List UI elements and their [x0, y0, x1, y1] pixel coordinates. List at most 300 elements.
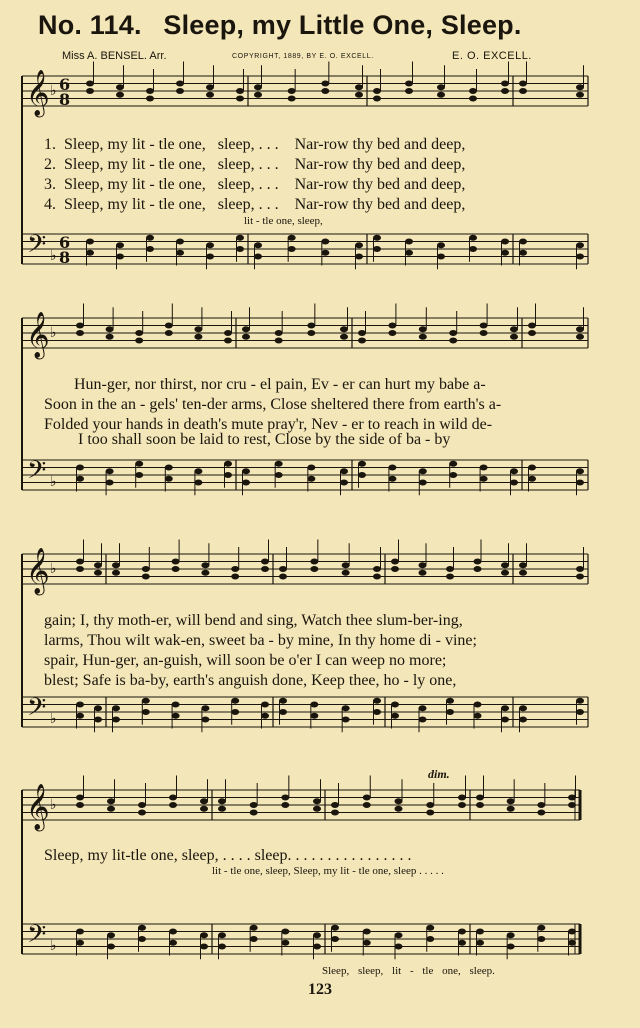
note-head	[201, 717, 209, 723]
note-head	[405, 81, 413, 87]
note-head	[116, 254, 124, 260]
verse-3-line: 3. Sleep, my lit - tle one, sleep, . . . Nar-row thy bed and deep,	[44, 176, 466, 193]
note-head	[469, 235, 477, 241]
note-head	[355, 242, 363, 248]
note-head	[224, 338, 232, 344]
note-head	[321, 81, 329, 87]
note-head	[116, 84, 124, 90]
note-head	[201, 562, 209, 568]
note-head	[261, 559, 269, 565]
note-head	[112, 570, 120, 576]
note-head	[419, 326, 427, 332]
note-head	[519, 250, 527, 256]
system2-line-4: I too shall soon be laid to rest, Close by the side of ba - by	[78, 431, 451, 448]
note-head	[218, 806, 226, 812]
note-head	[501, 562, 509, 568]
note-head	[172, 702, 180, 708]
hymn-number: No. 114.	[38, 10, 142, 40]
note-head	[307, 330, 315, 336]
note-head	[142, 698, 150, 704]
note-head	[76, 940, 84, 946]
note-head	[254, 254, 262, 260]
note-head	[476, 929, 484, 935]
note-head	[288, 246, 296, 252]
note-head	[373, 574, 381, 580]
bass-clef-icon: 𝄢	[27, 920, 47, 955]
note-head	[358, 461, 366, 467]
note-head	[519, 81, 527, 87]
note-head	[426, 936, 434, 942]
note-head	[142, 709, 150, 715]
note-head	[391, 713, 399, 719]
time-signature-bottom: 8	[59, 248, 71, 267]
note-head	[321, 88, 329, 94]
note-head	[76, 465, 84, 471]
note-head	[224, 472, 232, 478]
note-head	[519, 570, 527, 576]
note-head	[480, 476, 488, 482]
note-head	[218, 944, 226, 950]
note-head	[307, 323, 315, 329]
note-head	[568, 795, 576, 801]
note-head	[250, 810, 258, 816]
note-head	[528, 323, 536, 329]
note-head	[172, 566, 180, 572]
note-head	[507, 798, 515, 804]
note-head	[201, 705, 209, 711]
flat-icon: ♭	[50, 711, 57, 727]
note-head	[254, 92, 262, 98]
flat-icon: ♭	[50, 83, 57, 99]
note-head	[194, 326, 202, 332]
note-head	[391, 559, 399, 565]
note-head	[321, 250, 329, 256]
note-head	[519, 239, 527, 245]
note-head	[279, 709, 287, 715]
note-head	[426, 810, 434, 816]
note-head	[236, 88, 244, 94]
note-head	[331, 810, 339, 816]
note-head	[576, 84, 584, 90]
note-head	[405, 250, 413, 256]
note-head	[194, 334, 202, 340]
note-head	[224, 330, 232, 336]
note-head	[419, 468, 427, 474]
note-head	[275, 461, 283, 467]
flat-icon: ♭	[50, 561, 57, 577]
note-head	[281, 929, 289, 935]
note-head	[519, 562, 527, 568]
note-head	[437, 242, 445, 248]
note-head	[458, 802, 466, 808]
note-head	[169, 940, 177, 946]
time-signature-bottom: 8	[59, 90, 71, 109]
system2-line-2: Soon in the an - gels' ten-der arms, Close sheltered there from earth's a-	[44, 396, 502, 413]
note-head	[146, 88, 154, 94]
note-head	[373, 698, 381, 704]
note-head	[146, 96, 154, 102]
note-head	[474, 566, 482, 572]
note-head	[576, 326, 584, 332]
note-head	[146, 235, 154, 241]
note-head	[250, 925, 258, 931]
note-head	[176, 250, 184, 256]
note-head	[458, 940, 466, 946]
alto-echo-line: lit - tle one, sleep, Sleep, my lit - tle one, sleep . . . . .	[212, 865, 444, 877]
note-head	[355, 84, 363, 90]
note-head	[200, 944, 208, 950]
bass-clef-icon: 𝄢	[27, 456, 47, 491]
note-head	[576, 334, 584, 340]
note-head	[576, 242, 584, 248]
note-head	[76, 702, 84, 708]
refrain-line: Sleep, my lit-tle one, sleep, . . . . sleep. . . . . . . . . . . . . . . .	[44, 847, 412, 864]
note-head	[254, 84, 262, 90]
note-head	[76, 476, 84, 482]
note-head	[310, 702, 318, 708]
note-head	[537, 802, 545, 808]
note-head	[358, 330, 366, 336]
note-head	[310, 566, 318, 572]
note-head	[437, 92, 445, 98]
note-head	[107, 932, 115, 938]
note-head	[236, 96, 244, 102]
note-head	[138, 810, 146, 816]
note-head	[194, 468, 202, 474]
note-head	[426, 802, 434, 808]
note-head	[576, 709, 584, 715]
note-head	[426, 925, 434, 931]
note-head	[165, 330, 173, 336]
system2-line-3: Folded your hands in death's mute pray'r, Nev - er to reach in wild de-	[44, 416, 493, 433]
treble-clef-icon: 𝄞	[26, 784, 50, 830]
note-head	[476, 802, 484, 808]
note-head	[519, 717, 527, 723]
note-head	[275, 330, 283, 336]
note-head	[437, 84, 445, 90]
note-head	[568, 940, 576, 946]
note-head	[281, 802, 289, 808]
note-head	[358, 472, 366, 478]
flat-icon: ♭	[50, 474, 57, 490]
note-head	[480, 330, 488, 336]
note-head	[501, 570, 509, 576]
note-head	[135, 461, 143, 467]
hymn-title: Sleep, my Little One, Sleep.	[163, 10, 522, 40]
note-head	[474, 702, 482, 708]
note-head	[391, 566, 399, 572]
system2-line-1: Hun-ger, nor thirst, nor cru - el pain, Ev - er can hurt my babe a-	[74, 376, 486, 393]
note-head	[281, 940, 289, 946]
note-head	[576, 574, 584, 580]
note-head	[449, 330, 457, 336]
note-head	[510, 334, 518, 340]
note-head	[146, 246, 154, 252]
note-head	[510, 480, 518, 486]
note-head	[307, 465, 315, 471]
bass-clef-icon: 𝄢	[27, 230, 47, 265]
note-head	[568, 802, 576, 808]
note-head	[313, 798, 321, 804]
note-head	[373, 96, 381, 102]
flat-icon: ♭	[50, 938, 57, 954]
note-head	[76, 323, 84, 329]
treble-clef-icon: 𝄞	[26, 70, 50, 116]
note-head	[568, 929, 576, 935]
note-head	[576, 698, 584, 704]
note-head	[373, 88, 381, 94]
note-head	[116, 92, 124, 98]
note-head	[373, 566, 381, 572]
note-head	[242, 326, 250, 332]
note-head	[388, 323, 396, 329]
treble-clef-icon: 𝄞	[26, 312, 50, 358]
note-head	[419, 717, 427, 723]
note-head	[331, 925, 339, 931]
note-head	[519, 88, 527, 94]
note-head	[242, 334, 250, 340]
note-head	[507, 806, 515, 812]
note-head	[395, 944, 403, 950]
note-head	[172, 559, 180, 565]
note-head	[135, 472, 143, 478]
note-head	[446, 698, 454, 704]
note-head	[236, 246, 244, 252]
note-head	[537, 925, 545, 931]
note-head	[231, 698, 239, 704]
note-head	[138, 936, 146, 942]
note-head	[391, 702, 399, 708]
note-head	[576, 480, 584, 486]
note-head	[218, 798, 226, 804]
note-head	[449, 472, 457, 478]
note-head	[254, 242, 262, 248]
note-head	[395, 798, 403, 804]
note-head	[446, 566, 454, 572]
note-head	[76, 795, 84, 801]
note-head	[206, 84, 214, 90]
note-head	[576, 254, 584, 260]
note-head	[176, 81, 184, 87]
note-head	[469, 96, 477, 102]
note-head	[340, 334, 348, 340]
note-head	[165, 323, 173, 329]
note-head	[135, 330, 143, 336]
note-head	[474, 559, 482, 565]
note-head	[340, 326, 348, 332]
note-head	[458, 929, 466, 935]
note-head	[363, 929, 371, 935]
note-head	[76, 566, 84, 572]
note-head	[388, 476, 396, 482]
bass-clef-icon: 𝄢	[27, 693, 47, 728]
note-head	[342, 562, 350, 568]
note-head	[224, 461, 232, 467]
note-head	[528, 465, 536, 471]
note-head	[261, 566, 269, 572]
note-head	[116, 242, 124, 248]
verse-1-line: 1. Sleep, my lit - tle one, sleep, . . . Nar-row thy bed and deep,	[44, 136, 466, 153]
note-head	[86, 239, 94, 245]
note-head	[373, 235, 381, 241]
note-head	[510, 326, 518, 332]
system3-line-2: larms, Thou wilt wak-en, sweet ba - by mine, In thy home di - vine;	[44, 632, 477, 649]
note-head	[86, 81, 94, 87]
note-head	[106, 326, 114, 332]
note-head	[340, 468, 348, 474]
note-head	[576, 92, 584, 98]
note-head	[510, 468, 518, 474]
note-head	[94, 562, 102, 568]
note-head	[76, 713, 84, 719]
note-head	[200, 932, 208, 938]
note-head	[307, 476, 315, 482]
note-head	[250, 802, 258, 808]
note-head	[342, 717, 350, 723]
note-head	[107, 944, 115, 950]
note-head	[395, 932, 403, 938]
note-head	[201, 570, 209, 576]
note-head	[501, 717, 509, 723]
note-head	[446, 574, 454, 580]
note-head	[142, 566, 150, 572]
note-head	[135, 338, 143, 344]
note-head	[236, 235, 244, 241]
note-head	[340, 480, 348, 486]
flat-icon: ♭	[50, 797, 57, 813]
note-head	[172, 713, 180, 719]
system3-line-3: spair, Hun-ger, an-guish, will soon be o'er I can weep no more;	[44, 652, 447, 669]
note-head	[313, 806, 321, 812]
note-head	[388, 330, 396, 336]
note-head	[279, 574, 287, 580]
note-head	[405, 239, 413, 245]
note-head	[388, 465, 396, 471]
note-head	[419, 334, 427, 340]
note-head	[458, 795, 466, 801]
note-head	[480, 323, 488, 329]
note-head	[169, 929, 177, 935]
note-head	[275, 338, 283, 344]
flat-icon: ♭	[50, 248, 57, 264]
note-head	[373, 246, 381, 252]
note-head	[358, 338, 366, 344]
note-head	[321, 239, 329, 245]
note-head	[176, 239, 184, 245]
note-head	[250, 936, 258, 942]
note-head	[206, 92, 214, 98]
note-head	[94, 705, 102, 711]
note-head	[261, 702, 269, 708]
system3-line-4: blest; Safe is ba-by, earth's anguish done, Keep thee, ho - ly one,	[44, 672, 457, 689]
note-head	[469, 246, 477, 252]
note-head	[242, 468, 250, 474]
note-head	[313, 932, 321, 938]
note-head	[281, 795, 289, 801]
note-head	[142, 574, 150, 580]
note-head	[200, 798, 208, 804]
flat-icon: ♭	[50, 325, 57, 341]
note-head	[363, 795, 371, 801]
note-head	[165, 476, 173, 482]
note-head	[476, 795, 484, 801]
note-head	[363, 940, 371, 946]
note-head	[355, 254, 363, 260]
note-head	[419, 570, 427, 576]
note-head	[138, 802, 146, 808]
note-head	[480, 465, 488, 471]
page-number: 123	[308, 981, 332, 998]
note-head	[501, 81, 509, 87]
note-head	[194, 480, 202, 486]
note-head	[106, 468, 114, 474]
note-head	[231, 709, 239, 715]
note-head	[231, 574, 239, 580]
note-head	[419, 480, 427, 486]
note-head	[76, 929, 84, 935]
note-head	[501, 705, 509, 711]
note-head	[176, 88, 184, 94]
note-head	[437, 254, 445, 260]
note-head	[395, 806, 403, 812]
note-head	[231, 566, 239, 572]
note-head	[112, 705, 120, 711]
note-head	[94, 717, 102, 723]
note-head	[310, 713, 318, 719]
note-head	[288, 88, 296, 94]
note-head	[138, 925, 146, 931]
note-head	[310, 559, 318, 565]
note-head	[288, 96, 296, 102]
note-head	[576, 566, 584, 572]
note-head	[342, 705, 350, 711]
note-head	[537, 810, 545, 816]
note-head	[165, 465, 173, 471]
note-head	[576, 468, 584, 474]
note-head	[519, 705, 527, 711]
note-head	[206, 242, 214, 248]
note-head	[528, 330, 536, 336]
system3-line-1: gain; I, thy moth-er, will bend and sing, Watch thee slum-ber-ing,	[44, 612, 463, 629]
note-head	[501, 250, 509, 256]
note-head	[474, 713, 482, 719]
note-head	[218, 932, 226, 938]
note-head	[275, 472, 283, 478]
note-head	[169, 802, 177, 808]
note-head	[86, 250, 94, 256]
note-head	[288, 235, 296, 241]
note-head	[279, 698, 287, 704]
time-signature-top: 6	[59, 75, 71, 94]
note-head	[476, 940, 484, 946]
note-head	[106, 334, 114, 340]
note-head	[107, 798, 115, 804]
note-head	[363, 802, 371, 808]
note-head	[200, 806, 208, 812]
note-head	[405, 88, 413, 94]
note-head	[76, 330, 84, 336]
composer-credit: E. O. EXCELL.	[452, 50, 532, 62]
note-head	[242, 480, 250, 486]
note-head	[537, 936, 545, 942]
note-head	[169, 795, 177, 801]
note-head	[373, 709, 381, 715]
note-head	[419, 705, 427, 711]
bass-echo-line: Sleep, sleep, lit - tle one, sleep.	[322, 965, 495, 977]
note-head	[76, 802, 84, 808]
note-head	[449, 338, 457, 344]
note-head	[449, 461, 457, 467]
